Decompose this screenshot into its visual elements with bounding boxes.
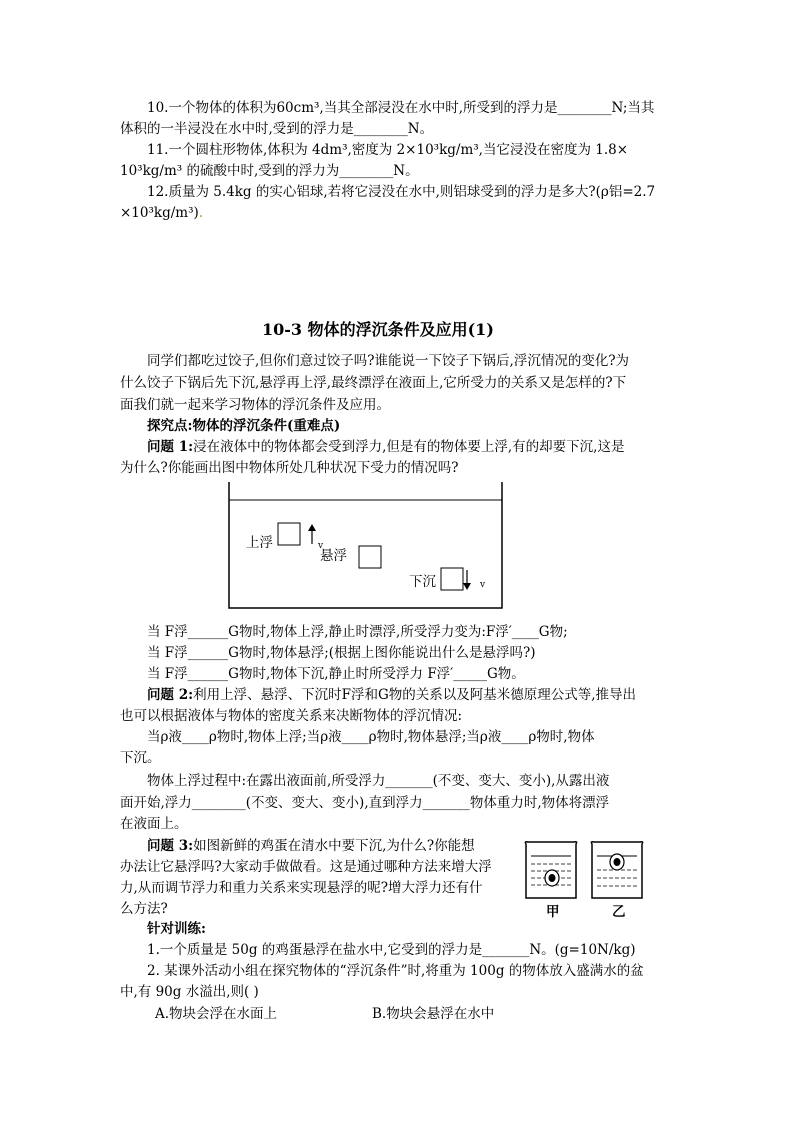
q11-line1: 11.一个圆柱形物体,体积为 4dm³,密度为 2×10³kg/m³,当它浸没在密度为 1.8× — [147, 142, 629, 158]
q10-line1: 10.一个物体的体积为60cm³,当其全部浸没在水中时,所受到的浮力是________N;当其 — [147, 100, 655, 116]
down-box — [441, 568, 463, 590]
q10-line2: 体积的一半浸没在水中时,受到的浮力是________N。 — [120, 121, 434, 137]
down-arrow-head — [463, 583, 471, 590]
q12-density: ×10³kg/m³) — [120, 205, 199, 221]
up-arrow-head — [308, 524, 316, 531]
process-line1: 物体上浮过程中:在露出液面前,所受浮力_______(不变、变大、变小),从露出液 — [147, 773, 610, 789]
q3-text: 如图新鲜的鸡蛋在清水中要下沉,为什么?你能想 — [193, 838, 475, 854]
q3-line3: 力,从而调节浮力和重力关系来实现悬浮的呢?增大浮力还有什 — [120, 880, 483, 896]
beaker-right-label: 乙 — [612, 904, 626, 920]
section-title: 10-3 物体的浮沉条件及应用(1) — [262, 320, 494, 339]
cond-up: 当 F浮______G物时,物体上浮,静止时漂浮,所受浮力变为:F浮′____G物; — [147, 624, 568, 640]
down-label: 下沉 — [409, 574, 436, 590]
float-label: 悬浮 — [320, 548, 347, 564]
q1-line1 — [147, 437, 624, 457]
q12-period: . — [198, 205, 204, 221]
q3-line1 — [147, 836, 475, 856]
explore-heading: 探究点:物体的浮沉条件(重难点) — [147, 418, 341, 434]
q2-line4: 下沉。 — [120, 750, 161, 766]
float-box — [359, 546, 381, 568]
up-velocity-label: v — [318, 541, 324, 551]
option-b: B.物块会悬浮在水中 — [372, 1006, 495, 1022]
q3-line4: 么方法? — [120, 901, 168, 917]
q1-line2: 为什么?你能画出图中物体所处几种状况下受力的情况吗? — [120, 460, 459, 476]
practice-q2-line2: 中,有 90g 水溢出,则( ) — [120, 984, 259, 1000]
up-label: 上浮 — [246, 535, 273, 551]
q3-line2: 办法让它悬浮吗?大家动手做做看。这是通过哪种方法来增大浮 — [120, 859, 492, 875]
q3-label: 问题 3: — [147, 838, 194, 854]
practice-q2-line1: 2. 某课外活动小组在探究物体的“浮沉条件”时,将重为 100g 的物体放入盛满水的盆 — [147, 963, 644, 979]
process-line3: 在液面上。 — [120, 816, 188, 832]
q2-line2: 也可以根据液体与物体的密度关系来决断物体的浮沉情况: — [120, 708, 463, 724]
q12-line1: 12.质量为 5.4kg 的实心铝球,若将它浸没在水中,则铝球受到的浮力是多大?(ρ铝=2.7 — [147, 184, 656, 200]
q11-line2: 10³kg/m³ 的硫酸中时,受到的浮力为________N。 — [120, 163, 419, 179]
q1-label: 问题 1: — [147, 439, 194, 455]
q2-line1 — [147, 685, 636, 705]
beaker-left — [525, 842, 576, 898]
cond-float: 当 F浮______G物时,物体悬浮;(根据上图你能说出什么是悬浮吗?) — [147, 645, 536, 661]
up-box — [278, 523, 300, 545]
intro-line2: 什么饺子下锅后先下沉,悬浮再上浮,最终漂浮在液面上,它所受力的关系又是怎样的?下 — [120, 375, 627, 391]
down-velocity-label: v — [480, 580, 486, 590]
process-line2: 面开始,浮力________(不变、变大、变小),直到浮力_______物体重力时,物体将漂浮 — [120, 795, 610, 811]
option-a: A.物块会浮在水面上 — [155, 1006, 278, 1022]
q2-line3: 当ρ液____ρ物时,物体上浮;当ρ液____ρ物时,物体悬浮;当ρ液____ρ物时,物体 — [147, 729, 595, 745]
q2-text: 利用上浮、悬浮、下沉时F浮和G物的关系以及阿基米德原理公式等,推导出 — [193, 687, 637, 703]
egg-beakers-figure — [522, 840, 648, 902]
q2-label: 问题 2: — [147, 687, 194, 703]
intro-line1: 同学们都吃过饺子,但你们意过饺子吗?谁能说一下饺子下锅后,浮沉情况的变化?为 — [147, 353, 630, 369]
beaker-left-label: 甲 — [546, 904, 560, 920]
practice-heading: 针对训练: — [147, 921, 206, 937]
q1-text: 浸在液体中的物体都会受到浮力,但是有的物体要上浮,有的却要下沉,这是 — [193, 439, 625, 455]
beaker-right — [591, 842, 642, 898]
q12-line2 — [120, 203, 203, 223]
cond-down: 当 F浮______G物时,物体下沉,静止时所受浮力 F浮′_____G物。 — [147, 666, 525, 682]
intro-line3: 面我们就一起来学习物体的浮沉条件及应用。 — [120, 397, 390, 413]
practice-q1: 1.一个质量是 50g 的鸡蛋悬浮在盐水中,它受到的浮力是_______N。(g=10N/kg) — [147, 942, 636, 958]
